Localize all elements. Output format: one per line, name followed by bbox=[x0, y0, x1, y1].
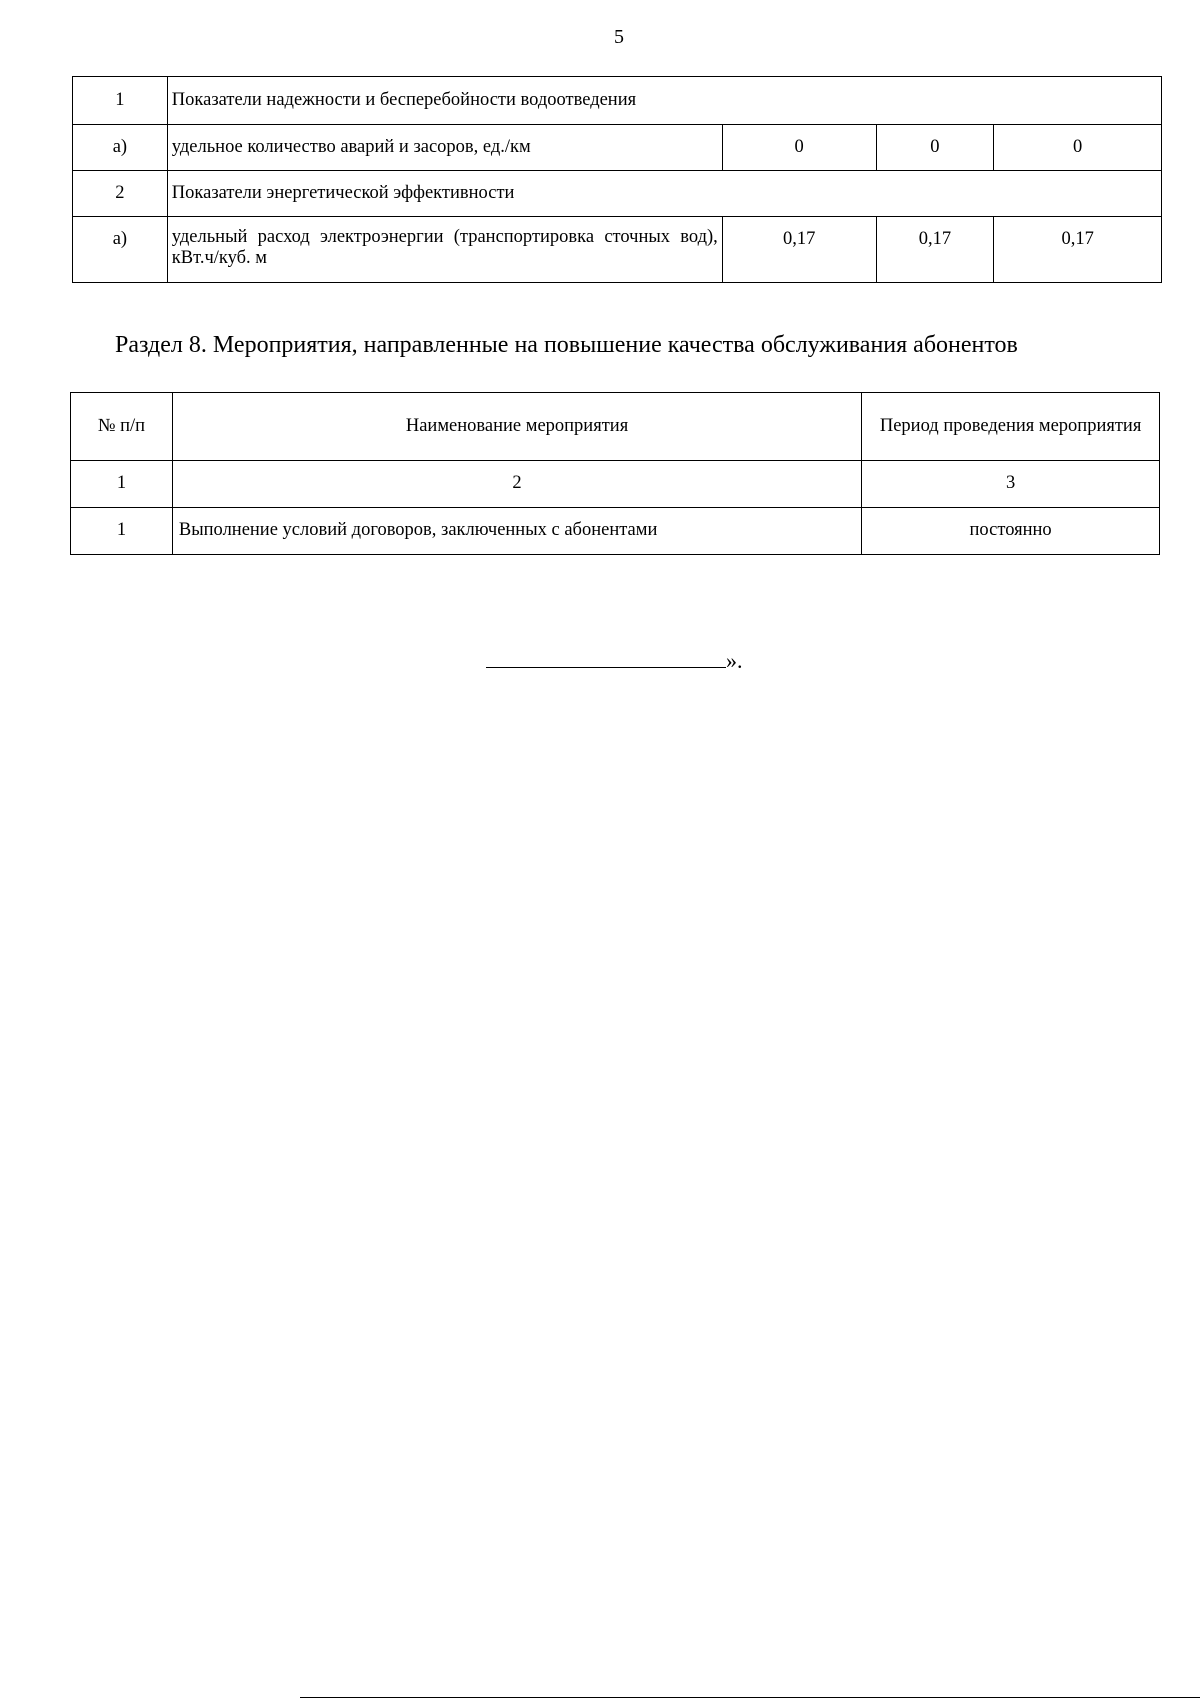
row-number: а) bbox=[73, 125, 168, 171]
measure-period: постоянно bbox=[862, 508, 1160, 555]
column-number: 1 bbox=[71, 461, 173, 508]
table-row bbox=[73, 77, 1162, 125]
indicator-value-3: 0 bbox=[994, 125, 1162, 171]
column-header-period: Период проведения мероприятия bbox=[862, 393, 1160, 461]
indicator-label: удельное количество аварий и засоров, ед./км bbox=[167, 125, 722, 171]
indicator-value-1: 0,17 bbox=[722, 217, 876, 283]
table-row bbox=[73, 125, 1162, 171]
group-heading: Показатели надежности и бесперебойности водоотведения bbox=[167, 77, 1161, 125]
indicator-value-2: 0 bbox=[876, 125, 994, 171]
measures-table bbox=[70, 392, 1160, 555]
row-number: а) bbox=[73, 217, 168, 283]
closing-quote: ». bbox=[726, 648, 743, 673]
bottom-rule bbox=[300, 1697, 1200, 1698]
indicator-label: удельный расход электроэнергии (транспортировка сточных вод), кВт.ч/куб. м bbox=[167, 217, 722, 283]
table-row bbox=[71, 508, 1160, 555]
closing-mark bbox=[486, 647, 743, 674]
column-numbering-row bbox=[71, 461, 1160, 508]
table-header-row bbox=[71, 393, 1160, 461]
page-number: 5 bbox=[614, 26, 624, 48]
row-number: 2 bbox=[73, 171, 168, 217]
column-header-name: Наименование мероприятия bbox=[172, 393, 861, 461]
indicator-value-2: 0,17 bbox=[876, 217, 994, 283]
column-number: 3 bbox=[862, 461, 1160, 508]
column-number: 2 bbox=[172, 461, 861, 508]
indicators-table bbox=[72, 76, 1162, 283]
row-number: 1 bbox=[73, 77, 168, 125]
measure-name: Выполнение условий договоров, заключенных с абонентами bbox=[172, 508, 861, 555]
indicator-value-1: 0 bbox=[722, 125, 876, 171]
group-heading: Показатели энергетической эффективности bbox=[167, 171, 1161, 217]
row-number: 1 bbox=[71, 508, 173, 555]
column-header-number: № п/п bbox=[71, 393, 173, 461]
indicator-value-3: 0,17 bbox=[994, 217, 1162, 283]
table-row bbox=[73, 171, 1162, 217]
blank-line bbox=[486, 647, 726, 668]
table-row bbox=[73, 217, 1162, 283]
section-title: Раздел 8. Мероприятия, направленные на повышение качества обслуживания абонентов bbox=[115, 332, 1018, 358]
